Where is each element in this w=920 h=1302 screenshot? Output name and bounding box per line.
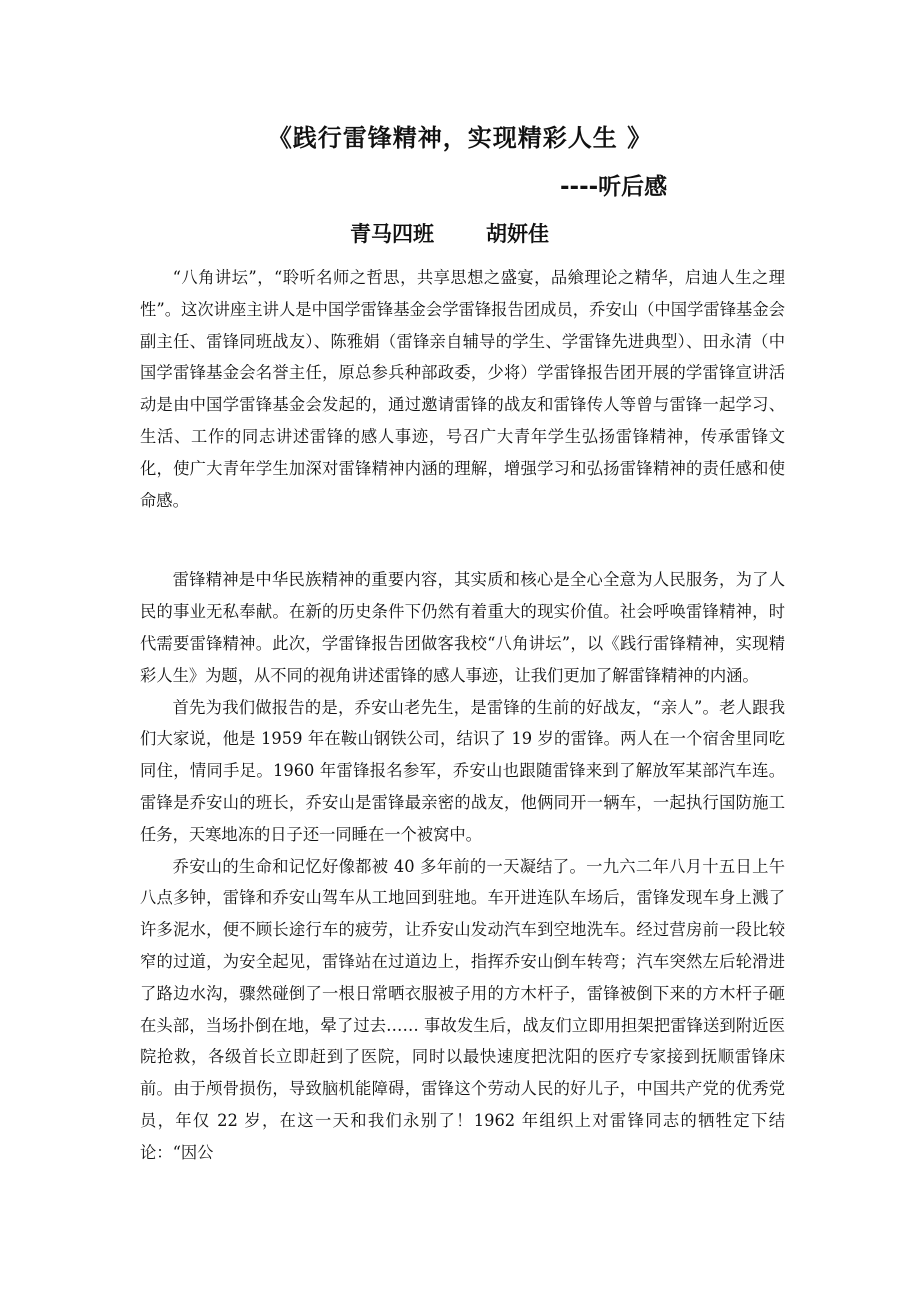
author-name: 胡妍佳 bbox=[486, 222, 549, 246]
document-subtitle: ----听后感 bbox=[560, 174, 668, 200]
paragraph-spirit: 雷锋精神是中华民族精神的重要内容，其实质和核心是全心全意为人民服务，为了人民的事业无私奉献。在新的历史条件下仍然有着重大的现实价值。社会呼唤雷锋精神，时代需要雷锋精神。此次，学雷锋报告团做客我校“八角讲坛”，以《践行雷锋精神，实现精彩人生》为题，从不同的视角讲述雷锋的感人事迹，让我们更加了解雷锋精神的内涵。 bbox=[140, 570, 785, 685]
paragraph-accident: 乔安山的生命和记忆好像都被 40 多年前的一天凝结了。一九六二年八月十五日上午八点多钟，雷锋和乔安山驾车从工地回到驻地。车开进连队车场后，雷锋发现车身上溅了许多泥水，便不顾长途行车的疲劳，让乔安山发动汽车到空地洗车。经过营房前一段比较窄的过道，为安全起见，雷锋站在过道边上，指挥乔安山倒车转弯；汽车突然左后轮滑进了路边水沟，骤然碰倒了一根日常晒衣服被子用的方木杆子，雷锋被倒下来的方木杆子砸在头部，当场扑倒在地，晕了过去…… 事故发生后，战友们立即用担架把雷锋送到附近医院抢救，各级首长立即赶到了医院，同时以最快速度把沈阳的医疗专家接到抚顺雷锋床前。由于颅骨损伤，导致脑机能障碍，雷锋这个劳动人民的好儿子，中国共产党的优秀党员，年仅 22 岁，在这一天和我们永别了！1962 年组织上对雷锋同志的牺牲定下结论：“因公 bbox=[140, 856, 785, 1162]
paragraph-qiao-anshan: 首先为我们做报告的是，乔安山老先生，是雷锋的生前的好战友，“亲人”。老人跟我们大家说，他是 1959 年在鞍山钢铁公司，结识了 19 岁的雷锋。两人在一个宿舍里同吃同住，情同手足。1960 年雷锋报名参军，乔安山也跟随雷锋来到了解放军某部汽车连。雷锋是乔安山的班长，乔安山是雷锋最亲密的战友，他俩同开一辆车，一起执行国防施工任务，天寒地冻的日子还一同睡在一个被窝中。 bbox=[140, 697, 785, 844]
author-class: 青马四班 bbox=[350, 222, 434, 246]
document-body bbox=[140, 262, 785, 1169]
paragraph-intro: “八角讲坛”，“聆听名师之哲思，共享思想之盛宴，品飨理论之精华，启迪人生之理性”。这次讲座主讲人是中国学雷锋基金会学雷锋报告团成员，乔安山（中国学雷锋基金会副主任、雷锋同班战友）、陈雅娟（雷锋亲自辅导的学生、学雷锋先进典型）、田永清（中国学雷锋基金会名誉主任，原总参兵种部政委，少将）学雷锋报告团开展的学雷锋宣讲活动是由中国学雷锋基金会发起的，通过邀请雷锋的战友和雷锋传人等曾与雷锋一起学习、生活、工作的同志讲述雷锋的感人事迹，号召广大青年学生弘扬雷锋精神，传承雷锋文化，使广大青年学生加深对雷锋精神内涵的理解，增强学习和弘扬雷锋精神的责任感和使命感。 bbox=[140, 268, 785, 510]
document-title: 《践行雷锋精神，实现精彩人生 》 bbox=[267, 124, 653, 152]
paragraph-spacer bbox=[140, 516, 785, 564]
author-byline bbox=[350, 218, 549, 248]
